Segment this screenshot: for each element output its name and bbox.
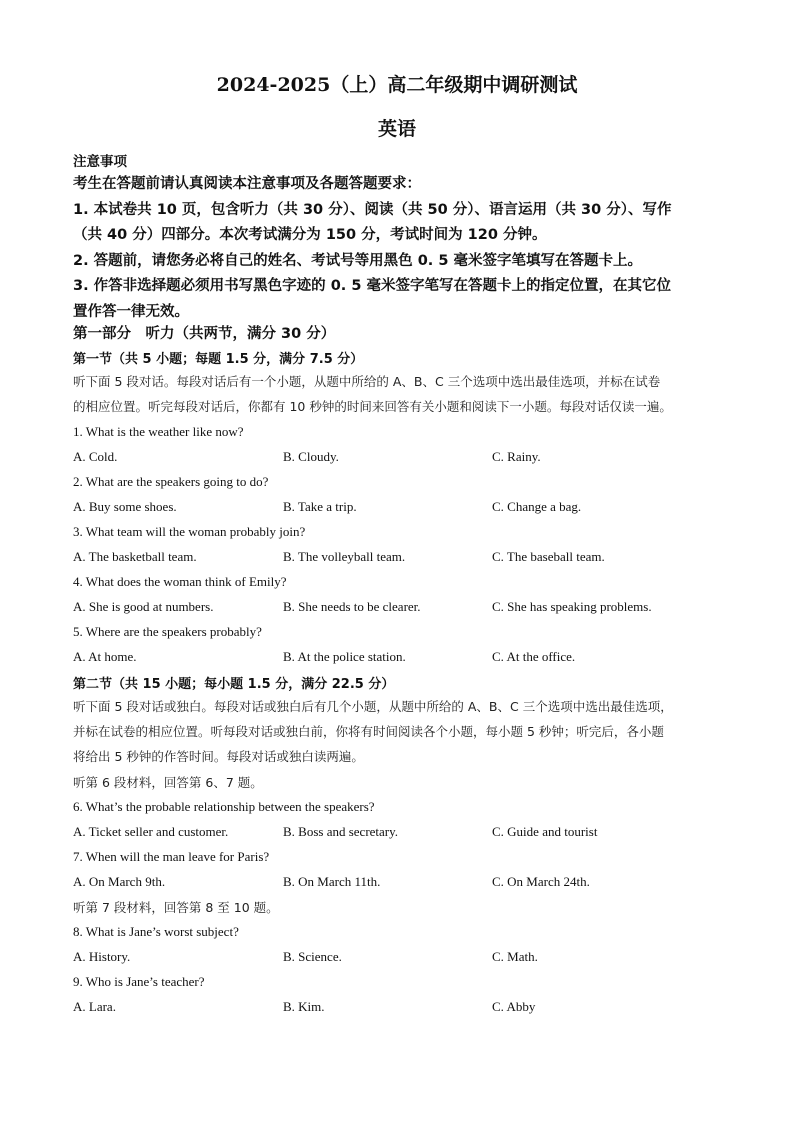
option-a[interactable]: A. Cold. (73, 449, 118, 464)
option-c[interactable]: C. She has speaking problems. (492, 599, 652, 614)
option-c[interactable]: C. Rainy. (492, 449, 541, 464)
option-b[interactable]: B. The volleyball team. (283, 549, 406, 564)
option-b[interactable]: B. She needs to be clearer. (283, 599, 421, 614)
notice-line: 2. 答题前，请您务必将自己的姓名、考试号等用黑色 0. 5 毫米签字笔填写在答题卡上。 (73, 252, 642, 269)
option-a[interactable]: A. On March 9th. (73, 874, 166, 889)
options-6 (73, 824, 723, 844)
options-8 (73, 949, 723, 969)
options-7 (73, 874, 723, 894)
question-5: 5. Where are the speakers probably? (73, 624, 262, 639)
option-c[interactable]: C. Guide and tourist (492, 824, 598, 839)
notice-line: 1. 本试卷共 10 页，包含听力（共 30 分）、阅读（共 50 分）、语言运用（共 30 分）、写作 (73, 201, 672, 218)
option-c[interactable]: C. The baseball team. (492, 549, 605, 564)
option-a[interactable]: A. She is good at numbers. (73, 599, 214, 614)
option-b[interactable]: B. Cloudy. (283, 449, 339, 464)
question-4: 4. What does the woman think of Emily? (73, 574, 287, 589)
section2-instructions (73, 694, 725, 769)
option-c[interactable]: C. Math. (492, 949, 538, 964)
option-c[interactable]: C. On March 24th. (492, 874, 590, 889)
question-3: 3. What team will the woman probably join? (73, 524, 306, 539)
options-5 (73, 649, 723, 669)
question-8: 8. What is Jane’s worst subject? (73, 924, 239, 939)
part-heading: 第一部分 听力（共两节，满分 30 分） (73, 326, 336, 342)
options-2 (73, 499, 723, 519)
material-7-note: 听第 7 段材料，回答第 8 至 10 题。 (73, 900, 279, 915)
option-a[interactable]: A. History. (73, 949, 131, 964)
section1-instructions (73, 369, 725, 419)
exam-subject: 英语 (377, 118, 416, 140)
option-b[interactable]: B. On March 11th. (283, 874, 381, 889)
section1-heading: 第一节（共 5 小题；每题 1.5 分，满分 7.5 分） (73, 352, 364, 367)
options-4 (73, 599, 723, 619)
option-a[interactable]: A. At home. (73, 649, 137, 664)
exam-title: 2024-2025（上）高二年级期中调研测试 (216, 74, 578, 96)
notice-heading: 注意事项 (73, 154, 127, 170)
options-1 (73, 449, 723, 469)
instruction-line: 并标在试卷的相应位置。听每段对话或独白前，你将有时间阅读各个小题，每小题 5 秒钟；听完后，各小题 (73, 724, 664, 739)
section2-heading: 第二节（共 15 小题；每小题 1.5 分，满分 22.5 分） (73, 677, 395, 692)
option-b[interactable]: B. Science. (283, 949, 342, 964)
option-c[interactable]: C. Abby (492, 999, 536, 1014)
notice-line: 考生在答题前请认真阅读本注意事项及各题答题要求： (73, 176, 421, 192)
option-a[interactable]: A. The basketball team. (73, 549, 197, 564)
instruction-line: 的相应位置。听完每段对话后，你都有 10 秒钟的时间来回答有关小题和阅读下一小题。每段对话仅读一遍。 (73, 399, 672, 414)
option-a[interactable]: A. Lara. (73, 999, 116, 1014)
option-b[interactable]: B. Kim. (283, 999, 325, 1014)
question-1: 1. What is the weather like now? (73, 424, 244, 439)
options-3 (73, 549, 723, 569)
notice-line: 3. 作答非选择题必须用书写黑色字迹的 0. 5 毫米签字笔写在答题卡上的指定位置，在其它位 (73, 278, 671, 294)
instruction-line: 将给出 5 秒钟的作答时间。每段对话或独白读两遍。 (73, 749, 364, 764)
question-6: 6. What’s the probable relationship between the speakers? (73, 799, 375, 814)
question-7: 7. When will the man leave for Paris? (73, 849, 270, 864)
notice-line: 置作答一律无效。 (73, 303, 189, 320)
option-c[interactable]: C. At the office. (492, 649, 576, 664)
question-2: 2. What are the speakers going to do? (73, 474, 269, 489)
option-b[interactable]: B. Boss and secretary. (283, 824, 399, 839)
material-6-note: 听第 6 段材料，回答第 6、7 题。 (73, 775, 263, 790)
option-b[interactable]: B. At the police station. (283, 649, 406, 664)
notice-body (73, 172, 723, 325)
instruction-line: 听下面 5 段对话。每段对话后有一个小题，从题中所给的 A、B、C 三个选项中选出最佳选项，并标在试卷 (73, 374, 661, 389)
instruction-line: 听下面 5 段对话或独白。每段对话或独白后有几个小题，从题中所给的 A、B、C 三个选项中选出最佳选项， (73, 699, 673, 714)
option-a[interactable]: A. Buy some shoes. (73, 499, 177, 514)
notice-line: （共 40 分）四部分。本次考试满分为 150 分，考试时间为 120 分钟。 (73, 227, 547, 243)
option-c[interactable]: C. Change a bag. (492, 499, 582, 514)
option-b[interactable]: B. Take a trip. (283, 499, 357, 514)
question-9: 9. Who is Jane’s teacher? (73, 974, 205, 989)
option-a[interactable]: A. Ticket seller and customer. (73, 824, 229, 839)
options-9 (73, 999, 723, 1019)
